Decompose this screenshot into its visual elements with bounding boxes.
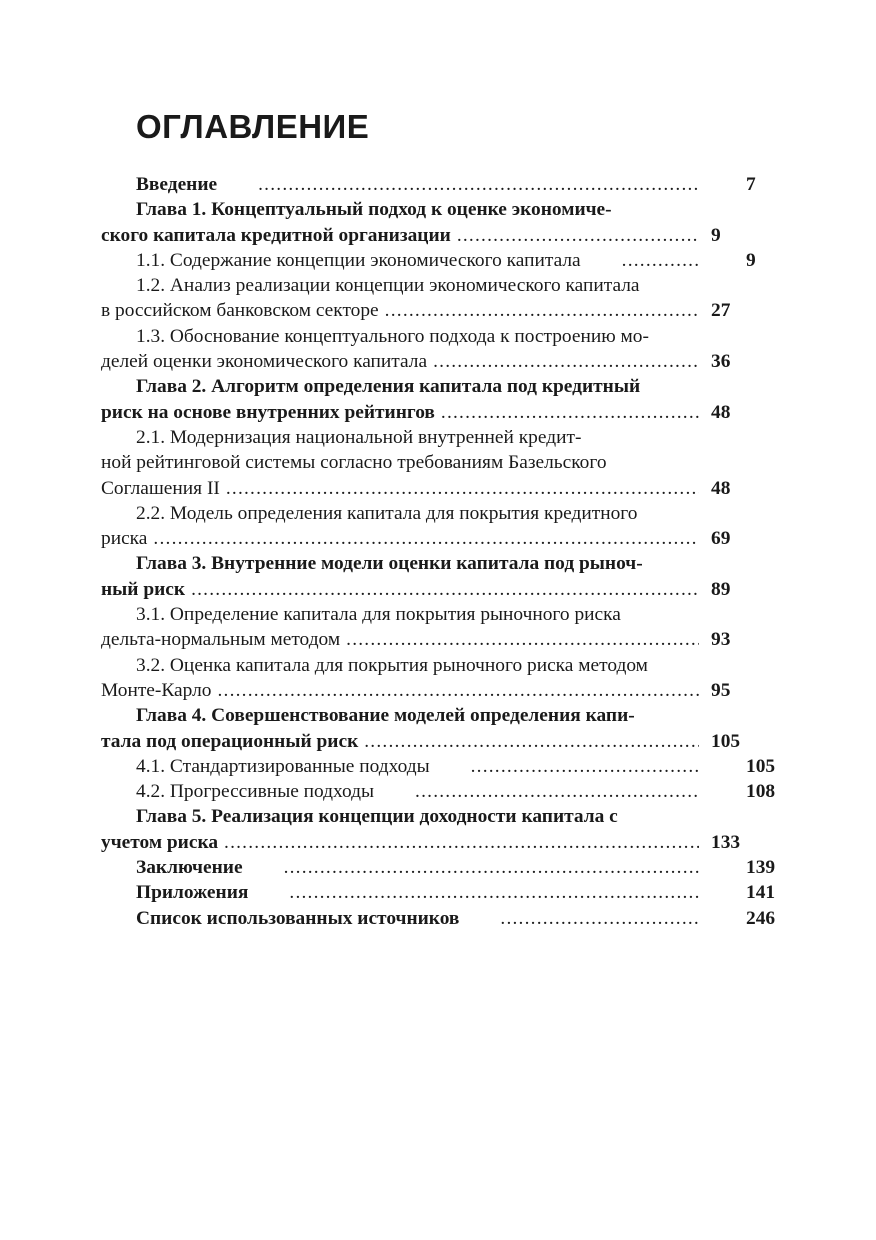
- toc-entry-title-line: Глава 5. Реализация концепции доходности капитала с: [136, 806, 618, 828]
- dot-leader: [217, 678, 699, 703]
- toc-page-number: 7: [746, 174, 756, 195]
- toc-entry-chapter-1[interactable]: [101, 197, 751, 248]
- toc-entry-title: 4.1. Стандартизированные подходы: [136, 755, 430, 777]
- toc-entry-title: учетом риска: [101, 831, 219, 853]
- toc-entry-title: Приложения: [136, 882, 249, 904]
- toc-page-number: 95: [711, 679, 731, 701]
- toc-entry-title: риска: [101, 528, 148, 550]
- toc-entry-last-line: [101, 172, 756, 197]
- toc-entry-title: 4.2. Прогрессивные подходы: [136, 781, 375, 803]
- toc-entry-section-1-1[interactable]: [101, 248, 756, 273]
- toc-entry-last-line: [101, 855, 776, 880]
- toc-page-number: 48: [711, 477, 731, 499]
- toc-entry-section-2-1[interactable]: [101, 425, 751, 501]
- toc-entry-title-line: Глава 1. Концептуальный подход к оценке экономиче-: [136, 199, 612, 221]
- toc-entry-section-4-2[interactable]: [101, 779, 776, 804]
- dot-leader: [385, 298, 699, 323]
- toc-page-number: 105: [746, 755, 776, 777]
- toc-entry-title: Монте-Карло: [101, 679, 212, 701]
- toc-page-number: 105: [711, 730, 741, 752]
- toc-entry-title-line: ной рейтинговой системы согласно требованиям Базельского: [101, 452, 607, 474]
- toc-entry-last-line: [101, 880, 776, 905]
- page-title: ОГЛАВЛЕНИЕ: [136, 108, 370, 145]
- dot-leader: [441, 400, 699, 425]
- toc-page-number: 89: [711, 578, 731, 600]
- dot-leader: [346, 627, 699, 652]
- toc-entry-title: риск на основе внутренних рейтингов: [101, 401, 435, 423]
- toc-entry-title-line: Глава 2. Алгоритм определения капитала под кредитный: [136, 376, 641, 398]
- table-of-contents: [101, 172, 776, 931]
- dot-leader: [226, 476, 699, 501]
- toc-entry-title: в российском банковском секторе: [101, 300, 379, 322]
- toc-entry-chapter-2[interactable]: [101, 374, 751, 425]
- toc-page-number: 48: [711, 401, 731, 423]
- toc-page-number: 93: [711, 629, 731, 651]
- toc-page-number: 246: [746, 907, 776, 929]
- toc-entry-title: 1.1. Содержание концепции экономического капитала: [136, 249, 581, 271]
- toc-entry-title: ского капитала кредитной организации: [101, 224, 451, 246]
- toc-entry-title-line: 3.1. Определение капитала для покрытия рыночного риска: [136, 604, 621, 626]
- toc-entry-references[interactable]: [101, 906, 776, 931]
- toc-entry-section-3-2[interactable]: [101, 653, 751, 704]
- toc-entry-last-line: [101, 830, 751, 855]
- toc-entry-section-1-3[interactable]: [101, 324, 751, 375]
- toc-page-number: 133: [711, 831, 741, 853]
- dot-leader: [364, 729, 699, 754]
- toc-entry-title: Заключение: [136, 857, 243, 879]
- dot-leader: [153, 526, 699, 551]
- toc-entry-last-line: [101, 754, 776, 779]
- dot-leader: [433, 349, 699, 374]
- toc-page-number: 141: [746, 882, 776, 904]
- toc-entry-title-line: Глава 4. Совершенствование моделей определения капи-: [136, 705, 635, 727]
- dot-leader: [223, 172, 699, 197]
- toc-entry-last-line: [101, 577, 751, 602]
- toc-page-number: 9: [746, 249, 756, 271]
- toc-page-number: 108: [746, 781, 776, 803]
- toc-entry-chapter-4[interactable]: [101, 703, 751, 754]
- toc-entry-last-line: [101, 248, 756, 273]
- toc-entry-title-line: 1.3. Обоснование концептуального подхода к построению мо-: [136, 325, 649, 347]
- toc-entry-chapter-3[interactable]: [101, 551, 751, 602]
- toc-entry-chapter-5[interactable]: [101, 804, 751, 855]
- toc-entry-last-line: [101, 526, 751, 551]
- toc-entry-title: дельта-нормальным методом: [101, 629, 341, 651]
- toc-entry-section-4-1[interactable]: [101, 754, 776, 779]
- toc-entry-title: Введение: [136, 174, 218, 195]
- toc-entry-last-line: [101, 476, 751, 501]
- toc-entry-title-line: 2.2. Модель определения капитала для покрытия кредитного: [136, 502, 638, 524]
- toc-page-number: 27: [711, 300, 731, 322]
- dot-leader: [457, 223, 699, 248]
- toc-entry-title-line: 3.2. Оценка капитала для покрытия рыночного риска методом: [136, 654, 648, 676]
- toc-entry-appendices[interactable]: [101, 880, 776, 905]
- toc-entry-last-line: [101, 729, 751, 754]
- toc-entry-title: Список использованных источников: [136, 907, 460, 929]
- toc-entry-last-line: [101, 400, 751, 425]
- toc-entry-last-line: [101, 678, 751, 703]
- toc-entry-last-line: [101, 627, 751, 652]
- toc-entry-last-line: [101, 349, 751, 374]
- dot-leader: [436, 754, 699, 779]
- toc-entry-section-2-2[interactable]: [101, 501, 751, 552]
- dot-leader: [254, 880, 699, 905]
- dot-leader: [224, 830, 699, 855]
- toc-entry-title: ный риск: [101, 578, 186, 600]
- toc-entry-title-line: Глава 3. Внутренние модели оценки капитала под рыноч-: [136, 553, 643, 575]
- dot-leader: [191, 577, 699, 602]
- toc-entry-section-3-1[interactable]: [101, 602, 751, 653]
- toc-entry-last-line: [101, 223, 751, 248]
- toc-entry-title: тала под операционный риск: [101, 730, 359, 752]
- toc-entry-last-line: [101, 298, 751, 323]
- toc-page-number: 139: [746, 857, 776, 879]
- toc-entry-introduction[interactable]: [101, 172, 756, 197]
- dot-leader: [249, 855, 699, 880]
- toc-page-number: 36: [711, 351, 731, 373]
- toc-entry-section-1-2[interactable]: [101, 273, 751, 324]
- toc-page-number: 9: [711, 224, 721, 246]
- toc-entry-last-line: [101, 906, 776, 931]
- toc-entry-conclusion[interactable]: [101, 855, 776, 880]
- toc-entry-title: Соглашения II: [101, 477, 220, 499]
- toc-entry-title-line: 1.2. Анализ реализации концепции экономического капитала: [136, 275, 640, 297]
- toc-entry-title-line: 2.1. Модернизация национальной внутренней кредит-: [136, 426, 582, 448]
- dot-leader: [587, 248, 699, 273]
- dot-leader: [465, 906, 699, 931]
- toc-page-number: 69: [711, 528, 731, 550]
- dot-leader: [380, 779, 699, 804]
- toc-entry-title: делей оценки экономического капитала: [101, 351, 428, 373]
- toc-entry-last-line: [101, 779, 776, 804]
